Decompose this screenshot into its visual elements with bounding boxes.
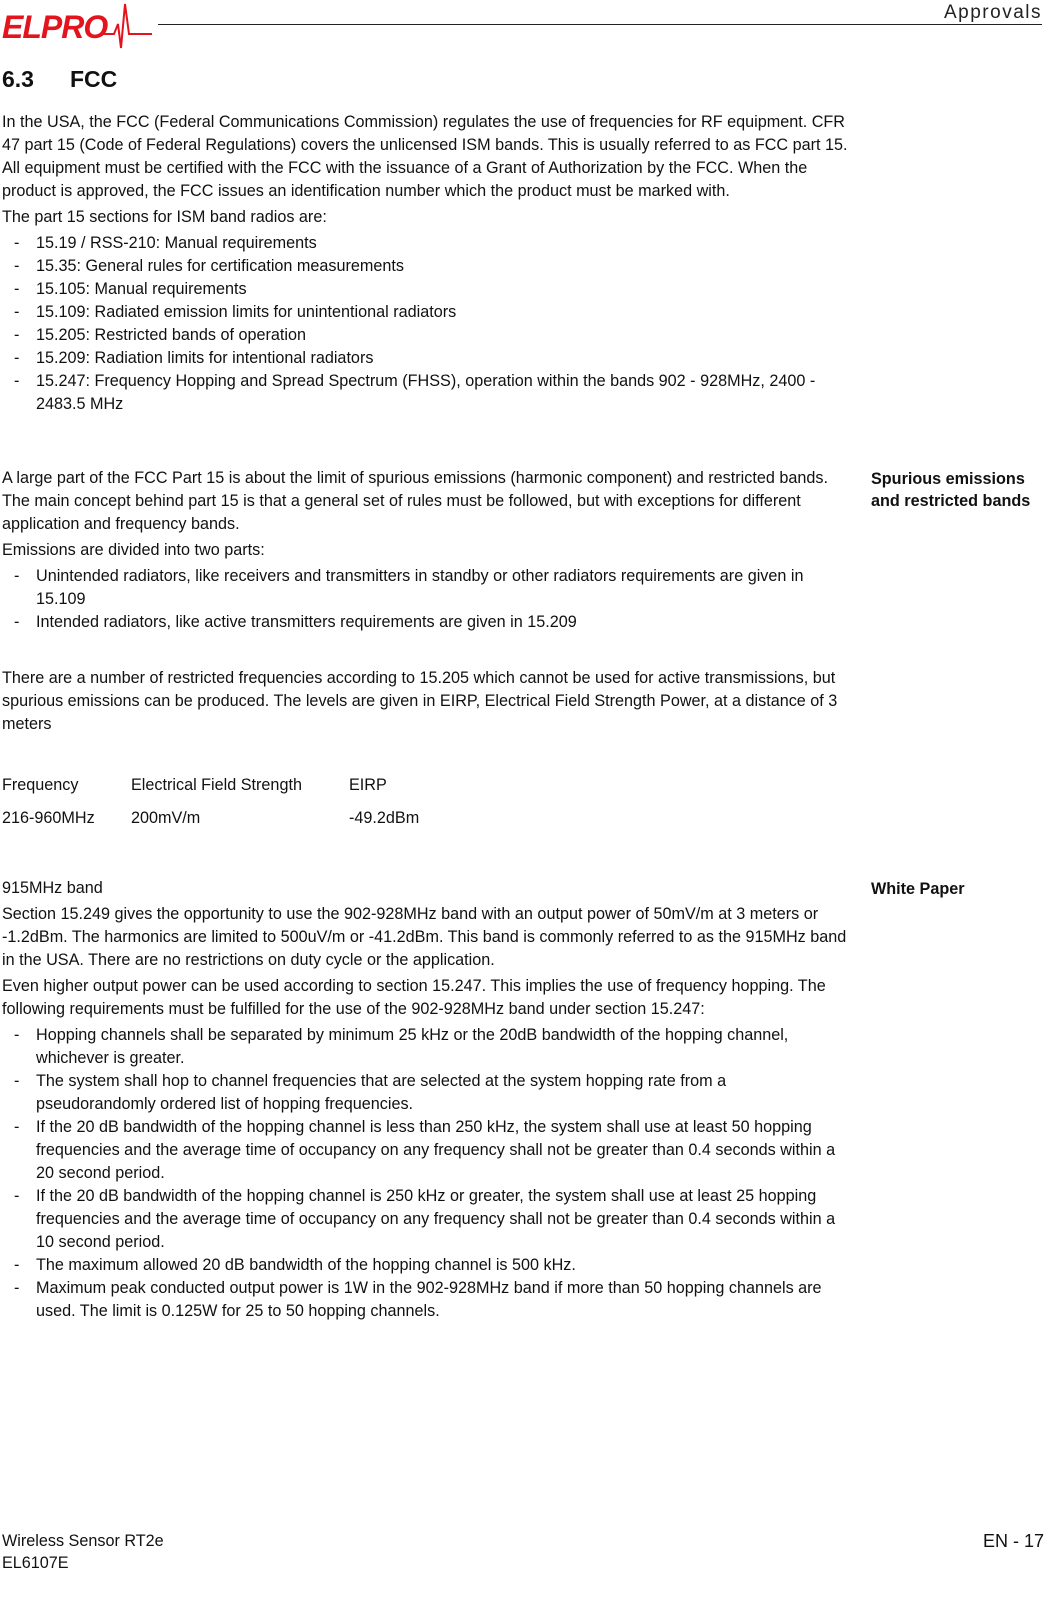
header-section-title: Approvals (944, 2, 1042, 23)
elpro-logo (2, 0, 152, 52)
band915-heading: 915MHz band (2, 879, 103, 897)
footer-product-info (2, 1530, 164, 1574)
footer-product: Wireless Sensor RT2e (2, 1532, 164, 1550)
intro-list-intro: The part 15 sections for ISM band radios are: (2, 208, 327, 226)
list-item: - The system shall hop to channel frequencies that are selected at the system hopping rate from a pseudorandomly ordered list of hopping frequencies. (2, 1070, 848, 1116)
intro-paragraph: In the USA, the FCC (Federal Communications Commission) regulates the use of frequencies for RF equipment. CFR 47 part 15 (Code of Federal Regulations) covers the unlicensed ISM bands. This is usually referred to as FCC part 15. All equipment must be certified with the FCC with the issuance of a Grant of Authorization by the FCC. When the product is approved, the FCC issues an identification number which the product must be marked with. (2, 113, 848, 200)
restricted-paragraph: There are a number of restricted frequencies according to 15.205 which cannot be used for active transmissions, but spurious emissions can be produced. The levels are given in EIRP, Electrical Field Strength Power, at a distance of 3 meters (2, 669, 838, 733)
list-item: - The maximum allowed 20 dB bandwidth of the hopping channel is 500 kHz. (2, 1254, 848, 1277)
spurious-block (2, 467, 848, 634)
hopping-requirements-list (2, 1024, 848, 1323)
list-item: - If the 20 dB bandwidth of the hopping channel is 250 kHz or greater, the system shall use at least 25 hopping frequencies and the average time of occupancy on any frequency shall not be greater than 0.4 seconds within a 10 second period. (2, 1185, 848, 1254)
sidenote-white-paper: White Paper (871, 880, 965, 898)
sidenote-spurious: Spurious emissions and restricted bands (871, 470, 1031, 510)
list-item: - Hopping channels shall be separated by minimum 25 kHz or the 20dB bandwidth of the hopping channel, whichever is greater. (2, 1024, 848, 1070)
pulse-icon (102, 4, 152, 48)
list-item: - Unintended radiators, like receivers and transmitters in standby or other radiators requirements are given in 15.109 (2, 565, 848, 611)
table-row (2, 809, 419, 842)
part15-sections-list (2, 232, 848, 416)
limits-table (2, 776, 419, 842)
list-item: - 15.247: Frequency Hopping and Spread Spectrum (FHSS), operation within the bands 902 - 928MHz, 2400 - 2483.5 MHz (2, 370, 848, 416)
list-item: - 15.205: Restricted bands of operation (2, 324, 848, 347)
list-item: - 15.109: Radiated emission limits for unintentional radiators (2, 301, 848, 324)
table-cell: -49.2dBm (349, 809, 420, 827)
table-header-cell: EIRP (349, 776, 387, 794)
section-heading (2, 66, 117, 93)
intro-block (2, 111, 848, 416)
list-item: - If the 20 dB bandwidth of the hopping channel is less than 250 kHz, the system shall use at least 50 hopping frequencies and the average time of occupancy on any frequency shall not be greater than 0.4 seconds within a 20 second period. (2, 1116, 848, 1185)
list-item: - 15.19 / RSS-210: Manual requirements (2, 232, 848, 255)
spurious-list-intro: Emissions are divided into two parts: (2, 541, 265, 559)
list-item: - 15.105: Manual requirements (2, 278, 848, 301)
list-item: - Maximum peak conducted output power is 1W in the 902-928MHz band if more than 50 hopping channels are used. The limit is 0.125W for 25 to 50 hopping channels. (2, 1277, 848, 1323)
band915-paragraph-1: Section 15.249 gives the opportunity to use the 902-928MHz band with an output power of 50mV/m at 3 meters or -1.2dBm. The harmonics are limited to 500uV/m or -41.2dBm. This band is commonly referred to as the 915MHz band in the USA. There are no restrictions on duty cycle or the application. (2, 905, 847, 969)
band915-block (2, 877, 848, 1323)
header-rule (158, 24, 1042, 25)
section-title: FCC (70, 66, 118, 92)
list-item: - Intended radiators, like active transmitters requirements are given in 15.209 (2, 611, 848, 634)
list-item: - 15.209: Radiation limits for intentional radiators (2, 347, 848, 370)
emissions-list (2, 565, 848, 634)
table-header-cell: Electrical Field Strength (131, 776, 302, 794)
page-number: EN - 17 (982, 1531, 1044, 1551)
brand-wordmark: ELPRO (2, 9, 108, 45)
list-item: - 15.35: General rules for certification measurements (2, 255, 848, 278)
table-header-cell: Frequency (2, 776, 79, 794)
footer-doc-id: EL6107E (2, 1554, 69, 1572)
table-header-row (2, 776, 419, 809)
spurious-paragraph: A large part of the FCC Part 15 is about the limit of spurious emissions (harmonic component) and restricted bands. The main concept behind part 15 is that a general set of rules must be followed, but with exceptions for different application and frequency bands. (2, 469, 828, 533)
band915-paragraph-2: Even higher output power can be used according to section 15.247. This implies the use of frequency hopping. The following requirements must be fulfilled for the use of the 902-928MHz band under section 15.247: (2, 977, 826, 1018)
table-cell: 200mV/m (131, 809, 201, 827)
table-cell: 216-960MHz (2, 809, 95, 827)
section-number: 6.3 (2, 66, 34, 92)
